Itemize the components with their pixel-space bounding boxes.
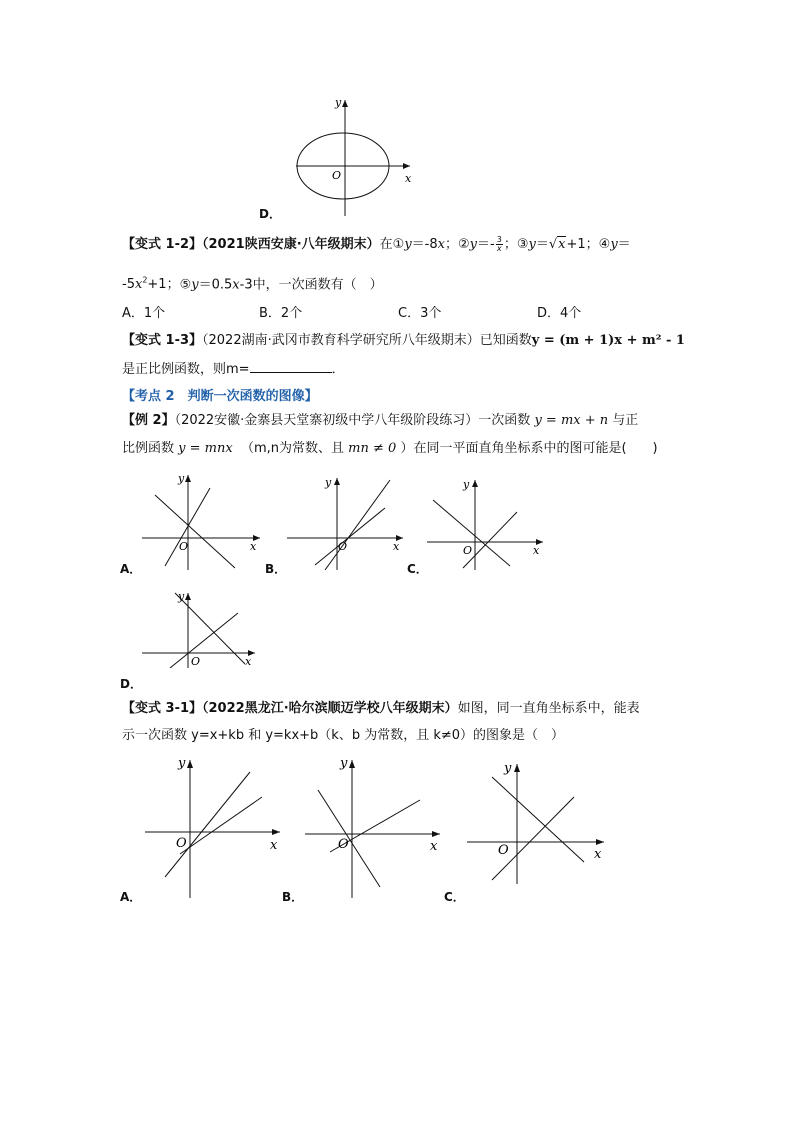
o-label: O bbox=[191, 655, 201, 668]
o-label: O bbox=[338, 540, 348, 553]
y-label: y bbox=[178, 590, 185, 603]
example-2-option-c[interactable]: C． bbox=[407, 562, 428, 576]
item-2: ②y＝- $\frac{3}{x}$ ； bbox=[458, 235, 517, 253]
y-label: y bbox=[178, 472, 185, 485]
x-label: x bbox=[250, 540, 257, 553]
variant-tag: 【变式 1-3】 bbox=[122, 333, 203, 348]
y-label: y bbox=[463, 478, 470, 491]
formula: y = (m + 1)x + m² - 1 bbox=[531, 333, 685, 348]
line2-end: ）在同一平面直角坐标系中的图可能是( ) bbox=[400, 441, 658, 456]
intro-text: 在 bbox=[379, 237, 393, 252]
line1-text: 一次函数 bbox=[478, 413, 531, 428]
o-label: O bbox=[463, 544, 473, 557]
formula-1: y = mx + n bbox=[534, 413, 609, 428]
ellipse-graph bbox=[280, 92, 420, 222]
example-2-graph-a bbox=[140, 470, 265, 570]
y-label: y bbox=[178, 756, 186, 771]
variant-1-2-option-d[interactable]: D．4个 bbox=[537, 306, 582, 321]
line2-text: 是正比例函数，则m= bbox=[122, 362, 250, 377]
x-label: x bbox=[430, 839, 438, 854]
example-2-graph-b bbox=[285, 470, 410, 570]
variant-3-1-option-a[interactable]: A． bbox=[120, 890, 142, 904]
x-label: x bbox=[594, 847, 602, 862]
example-source: （2022安徽·金寨县天堂寨初级中学八年级阶段练习） bbox=[174, 413, 479, 428]
example-2-line1 bbox=[122, 412, 638, 430]
o-label: O bbox=[176, 836, 187, 851]
item-4a: ④y＝ bbox=[598, 237, 631, 252]
o-label: O bbox=[179, 540, 189, 553]
origin-label: O bbox=[332, 169, 342, 182]
variant-1-3-line1 bbox=[122, 332, 685, 350]
variant-source: （2022黑龙江·哈尔滨顺迈学校八年级期末） bbox=[202, 701, 458, 716]
variant-3-1-option-b[interactable]: B． bbox=[282, 890, 304, 904]
variant-1-2-option-a[interactable]: A．1个 bbox=[122, 306, 166, 321]
variant-3-1-line2: 示一次函数 y=x+kb 和 y=kx+b（k、b 为常数，且 k≠0）的图象是（ ） bbox=[122, 728, 565, 743]
example-2-line2 bbox=[122, 440, 658, 458]
variant-tag: 【变式 1-2】 bbox=[122, 237, 203, 252]
variant-1-2-option-c[interactable]: C．3个 bbox=[398, 306, 442, 321]
variant-1-3-line2 bbox=[122, 359, 345, 379]
answer-blank[interactable] bbox=[250, 359, 332, 373]
axis-y-label: y bbox=[335, 96, 342, 109]
variant-source: （2022湖南·武冈市教育科学研究所八年级期末） bbox=[202, 333, 480, 348]
item-5: ⑤y＝0.5x-3 bbox=[179, 277, 253, 293]
variant-3-1-graph-c bbox=[462, 752, 612, 887]
variant-1-2-option-b[interactable]: B．2个 bbox=[259, 306, 303, 321]
example-2-option-a[interactable]: A． bbox=[120, 562, 142, 576]
variant-3-1-graph-a bbox=[140, 752, 285, 900]
option-d-label: D． bbox=[259, 207, 281, 221]
line2-text: 比例函数 bbox=[122, 441, 175, 456]
x-label: x bbox=[533, 544, 540, 557]
x-label: x bbox=[270, 838, 278, 853]
y-label: y bbox=[340, 756, 348, 771]
y-label: y bbox=[325, 476, 332, 489]
example-2-option-b[interactable]: B． bbox=[265, 562, 287, 576]
o-label: O bbox=[338, 837, 349, 852]
variant-3-1-graph-b bbox=[300, 752, 445, 900]
o-label: O bbox=[498, 843, 509, 858]
example-tag: 【例 2】 bbox=[122, 413, 175, 428]
item-1: ①y＝-8x； bbox=[392, 237, 458, 252]
example-2-graph-c bbox=[425, 470, 550, 570]
x-label: x bbox=[393, 540, 400, 553]
line1-text: 已知函数 bbox=[479, 333, 532, 348]
variant-1-2-line2 bbox=[122, 272, 383, 294]
item-4b: $-5x^2+1$； bbox=[122, 276, 180, 293]
line1-text: 如图，同一直角坐标系中，能表 bbox=[457, 701, 640, 716]
question-text: 中，一次函数有（ ） bbox=[252, 277, 383, 293]
item-3: ③y＝√x+1； bbox=[516, 237, 599, 252]
example-2-graph-d bbox=[140, 588, 265, 668]
y-label: y bbox=[504, 761, 512, 776]
formula-2: y = mnx bbox=[178, 441, 233, 456]
variant-1-2-line1 bbox=[122, 236, 631, 254]
line1-end: 与正 bbox=[612, 413, 639, 428]
condition-formula: mn ≠ 0 bbox=[348, 441, 397, 456]
condition-text: （m,n为常数、且 bbox=[240, 441, 345, 456]
section-2-heading: 【考点 2 判断一次函数的图像】 bbox=[122, 389, 318, 404]
variant-tag: 【变式 3-1】 bbox=[122, 701, 203, 716]
variant-source: （2021陕西安康·八年级期末） bbox=[202, 237, 380, 252]
variant-3-1-line1 bbox=[122, 700, 640, 718]
example-2-option-d[interactable]: D． bbox=[120, 677, 142, 691]
line2-end: ． bbox=[331, 362, 345, 377]
x-label: x bbox=[245, 655, 252, 668]
axis-x-label: x bbox=[405, 172, 412, 185]
variant-3-1-option-c[interactable]: C． bbox=[444, 890, 465, 904]
